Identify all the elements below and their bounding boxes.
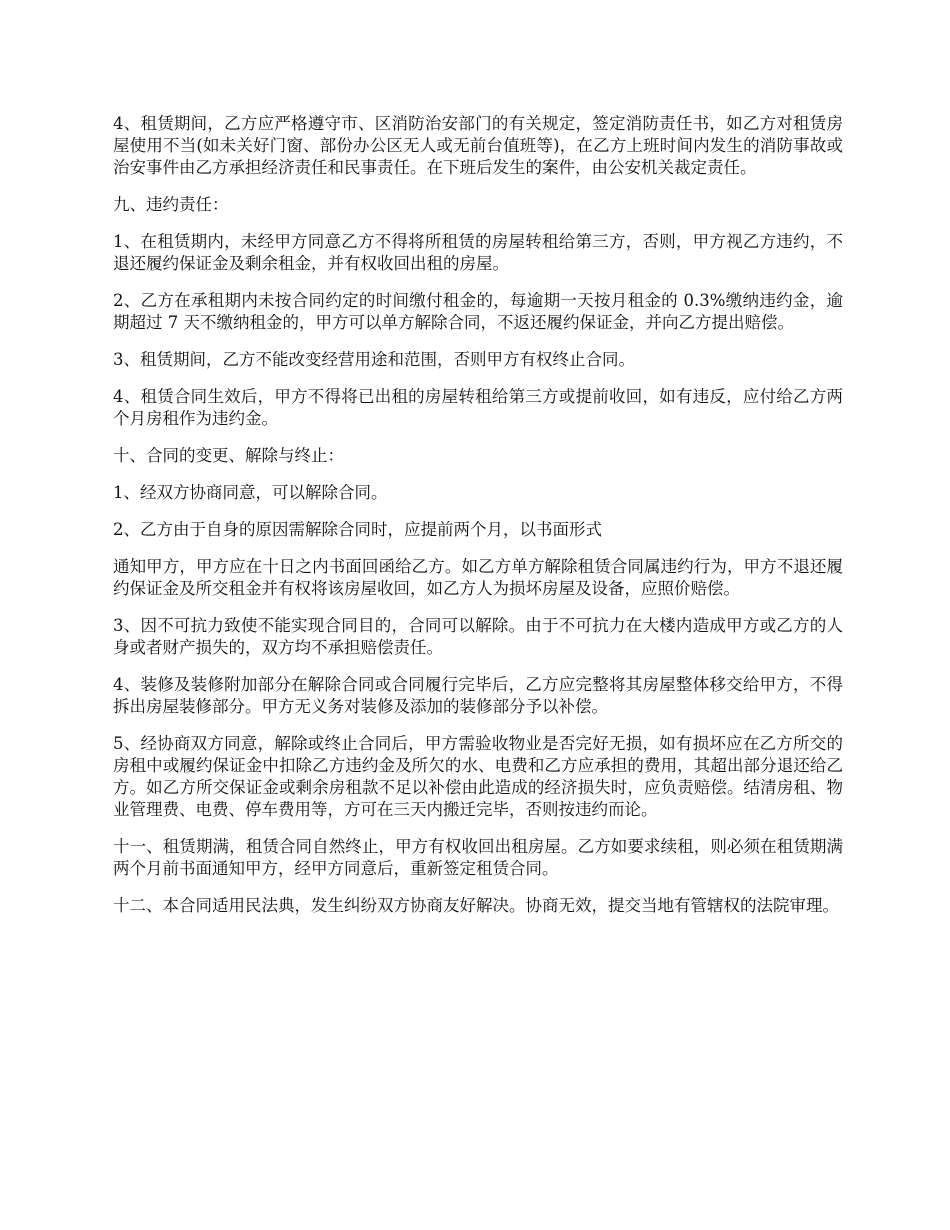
paragraph-force-majeure: 3、因不可抗力致使不能实现合同目的，合同可以解除。由于不可抗力在大楼内造成甲方或乙方的人身或者财产损失的，双方均不承担赔偿责任。 bbox=[113, 616, 843, 657]
paragraph-sublease-prohibition: 1、在租赁期内，未经甲方同意乙方不得将所租赁的房屋转租给第三方，否则，甲方视乙方违约，不退还履约保证金及剩余租金，并有权收回出租的房屋。 bbox=[113, 232, 843, 273]
section-heading-modification-termination: 十、合同的变更、解除与终止： bbox=[113, 446, 344, 465]
paragraph-inspection-settlement: 5、经协商双方同意，解除或终止合同后，甲方需验收物业是否完好无损，如有损坏应在乙方所交的房租中或履约保证金中扣除乙方违约金及所欠的水、电费和乙方应承担的费用，其超出部分退还给乙方。如乙方所交保证金或剩余房租款不足以补偿由此造成的经济损失时，应负责赔偿。结清房租、物业管理费、电费、停车费用等，方可在三天内搬迁完毕，否则按违约而论。 bbox=[113, 734, 843, 819]
paragraph-usage-change: 3、租赁期间，乙方不能改变经营用途和范围，否则甲方有权终止合同。 bbox=[113, 350, 635, 369]
paragraph-termination-notice: 通知甲方，甲方应在十日之内书面回函给乙方。如乙方单方解除租赁合同属违约行为，甲方不退还履约保证金及所交租金并有权将该房屋收回，如乙方人为损坏房屋及设备，应照价赔偿。 bbox=[113, 557, 843, 598]
paragraph-lessor-breach: 4、租赁合同生效后，甲方不得将已出租的房屋转租给第三方或提前收回，如有违反，应付给乙方两个月房租作为违约金。 bbox=[113, 387, 843, 428]
paragraph-lease-expiry: 十一、租赁期满，租赁合同自然终止，甲方有权收回出租房屋。乙方如要求续租，则必须在租赁期满两个月前书面通知甲方，经甲方同意后，重新签定租赁合同。 bbox=[113, 837, 843, 878]
paragraph-mutual-termination: 1、经双方协商同意，可以解除合同。 bbox=[113, 483, 388, 502]
paragraph-governing-law: 十二、本合同适用民法典，发生纠纷双方协商友好解决。协商无效，提交当地有管辖权的法院审理。 bbox=[113, 896, 839, 915]
document-body bbox=[113, 113, 843, 932]
paragraph-fire-safety-clause: 4、租赁期间，乙方应严格遵守市、区消防治安部门的有关规定，签定消防责任书，如乙方对租赁房屋使用不当(如未关好门窗、部份办公区无人或无前台值班等)，在乙方上班时间内发生的消防事故或治安事件由乙方承担经济责任和民事责任。在下班后发生的案件，由公安机关裁定责任。 bbox=[113, 114, 843, 177]
paragraph-lessee-termination: 2、乙方由于自身的原因需解除合同时，应提前两个月，以书面形式 bbox=[113, 520, 602, 539]
section-heading-breach-liability: 九、违约责任： bbox=[113, 195, 229, 214]
paragraph-late-payment: 2、乙方在承租期内未按合同约定的时间缴付租金的，每逾期一天按月租金的 0.3%缴纳违约金，逾期超过 7 天不缴纳租金的，甲方可以单方解除合同，不返还履约保证金，并向乙方提出赔偿。 bbox=[113, 291, 843, 332]
paragraph-renovation-handover: 4、装修及装修附加部分在解除合同或合同履行完毕后，乙方应完整将其房屋整体移交给甲方，不得拆出房屋装修部分。甲方无义务对装修及添加的装修部分予以补偿。 bbox=[113, 675, 843, 716]
